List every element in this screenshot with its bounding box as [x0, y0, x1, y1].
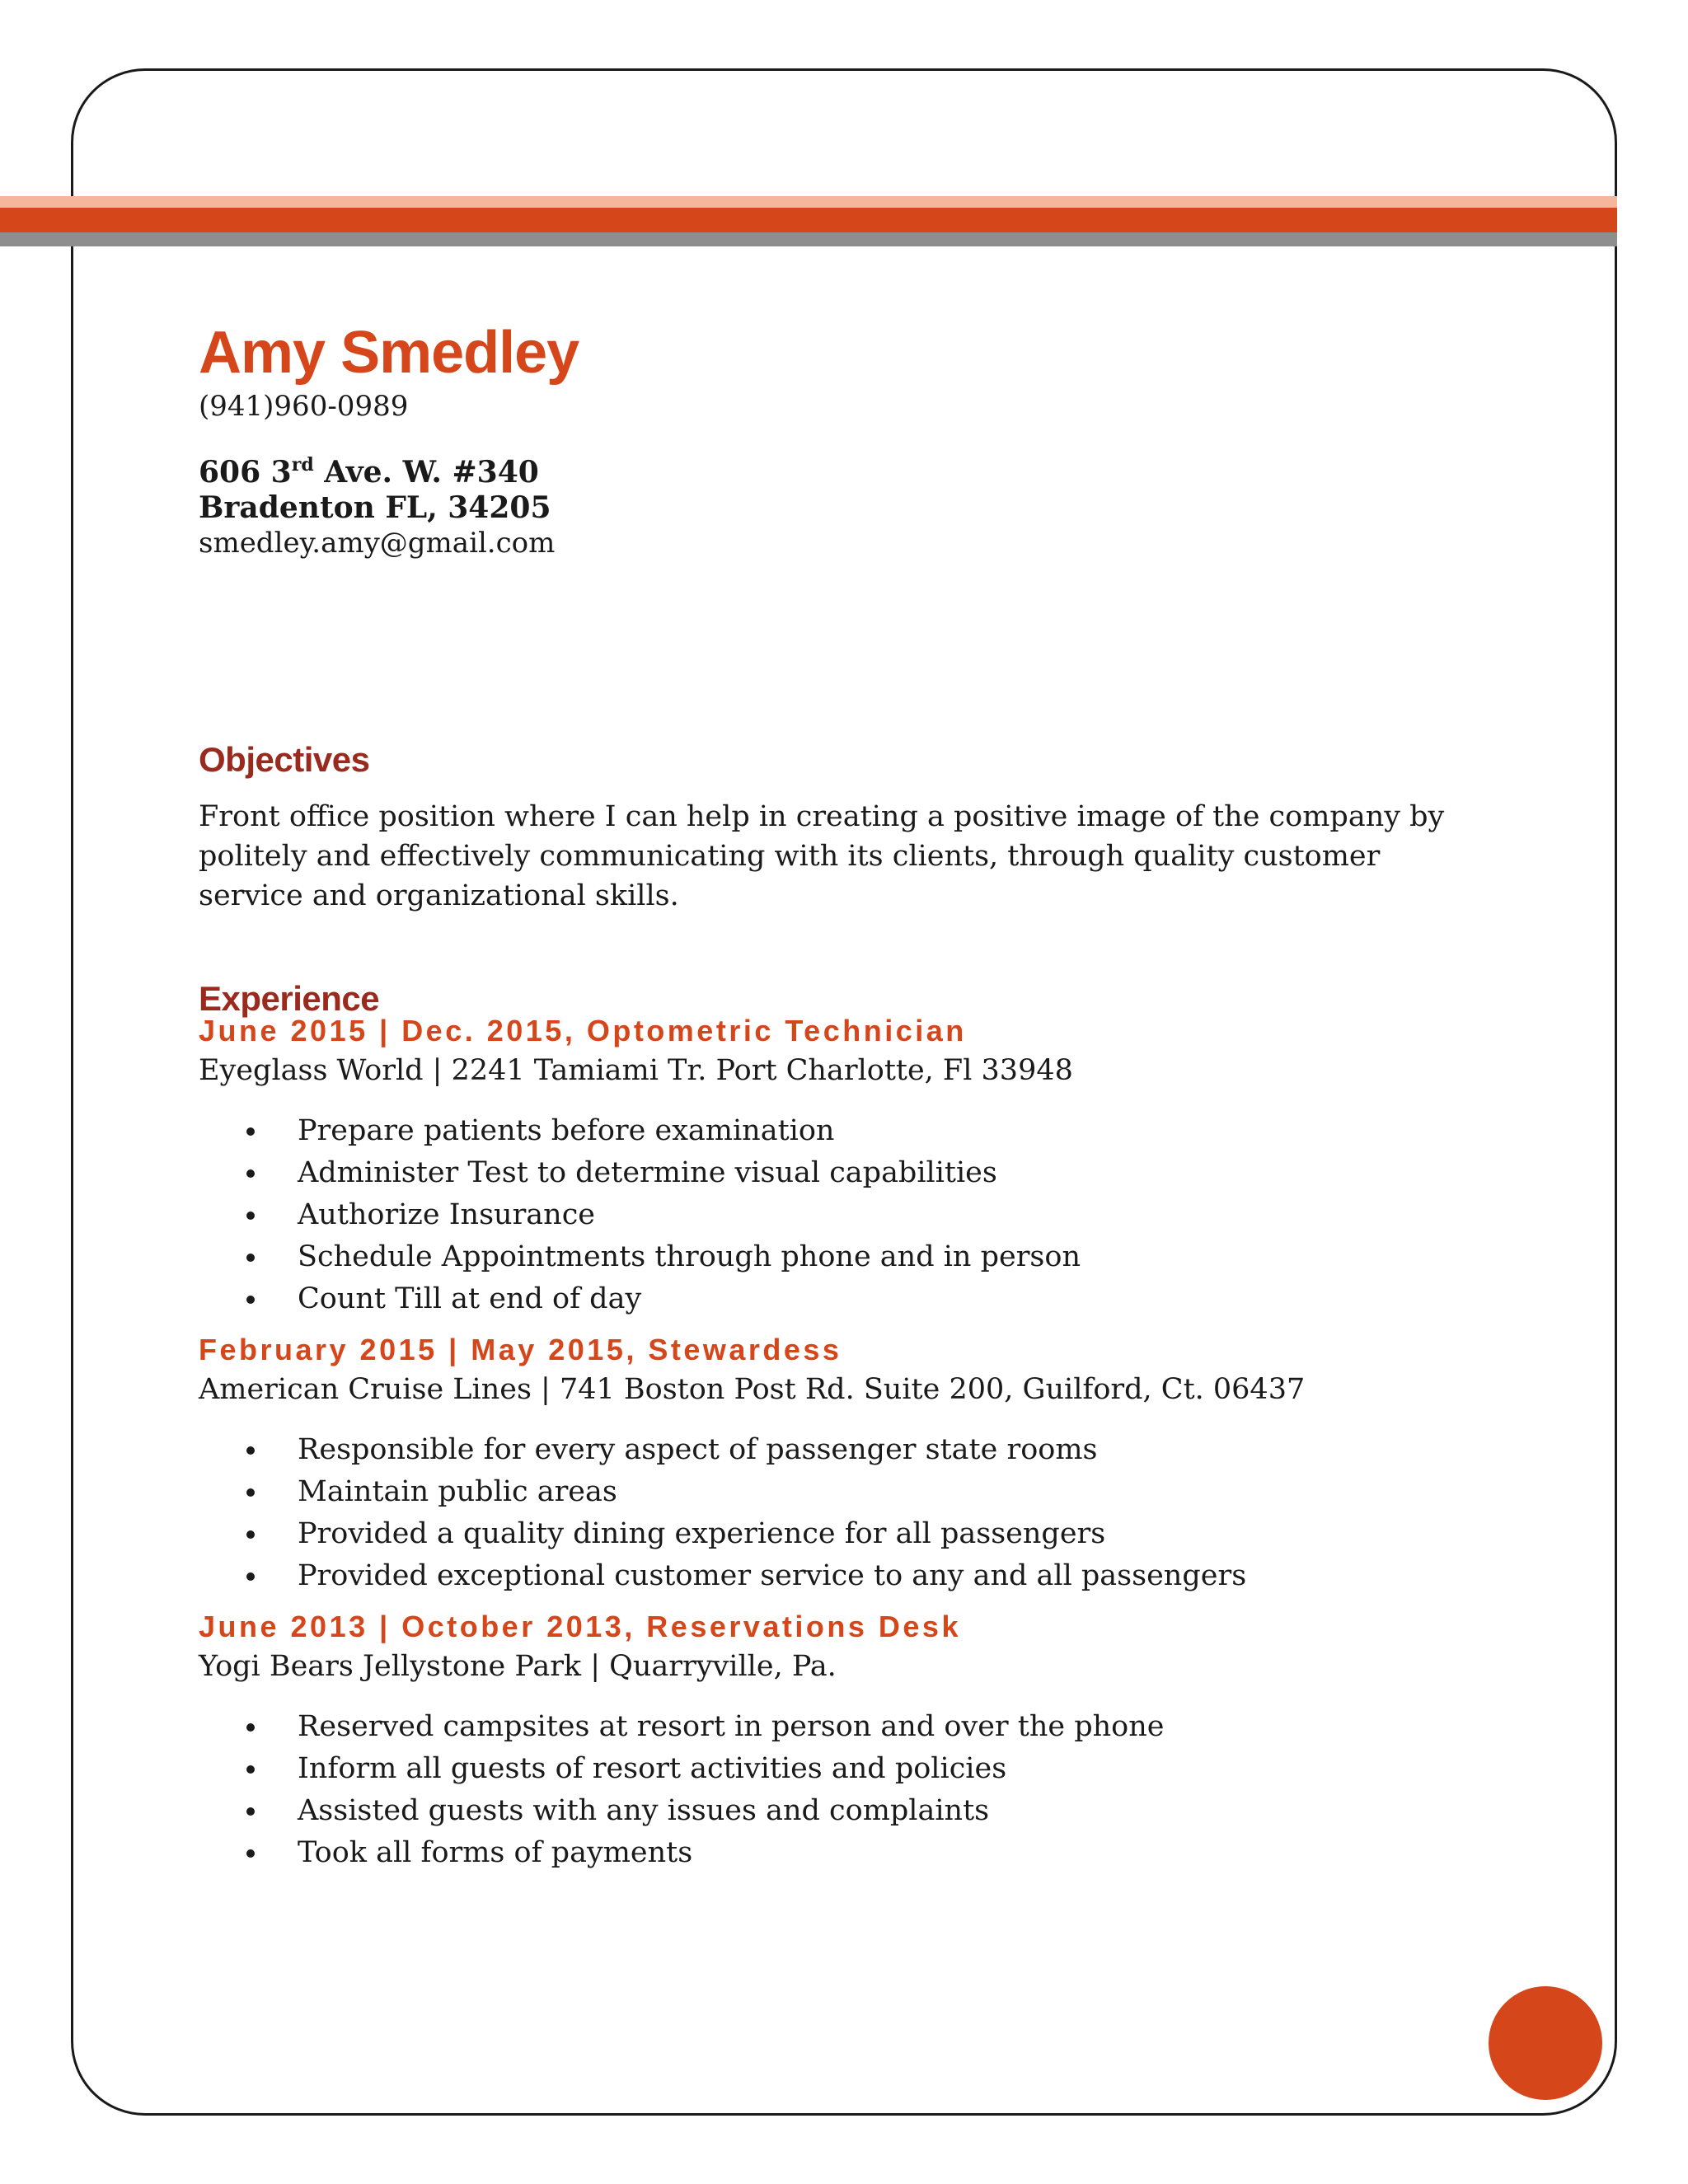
address-street-number: 606 3 — [199, 455, 292, 490]
duty-text: Provided exceptional customer service to any and all passengers — [298, 1559, 1247, 1592]
bullet-icon — [246, 1572, 255, 1581]
job-location: American Cruise Lines | 741 Boston Post Rd. Suite 200, Guilford, Ct. 06437 — [199, 1373, 1306, 1406]
duty-item — [199, 1513, 1517, 1555]
email-address: smedley.amy@gmail.com — [199, 527, 556, 560]
job-heading: June 2013 | October 2013, Reservations Desk — [199, 1610, 961, 1643]
decorative-circle — [1489, 1986, 1602, 2100]
bullet-icon — [246, 1127, 255, 1136]
job-entry — [199, 1016, 1517, 1320]
bullet-icon — [246, 1488, 255, 1497]
duty-text: Authorize Insurance — [298, 1198, 596, 1231]
bullet-icon — [246, 1530, 255, 1539]
duty-item — [199, 1429, 1517, 1471]
job-entry — [199, 1335, 1517, 1597]
bullet-icon — [246, 1765, 255, 1774]
job-heading: February 2015 | May 2015, Stewardess — [199, 1333, 842, 1366]
duty-list — [199, 1110, 1517, 1320]
bullet-icon — [246, 1212, 255, 1220]
address-ordinal-suffix: rd — [291, 454, 314, 476]
duty-text: Count Till at end of day — [298, 1282, 642, 1315]
duty-item — [199, 1790, 1517, 1832]
duty-item — [199, 1236, 1517, 1278]
bullet-icon — [246, 1723, 255, 1732]
duty-text: Prepare patients before examination — [298, 1114, 835, 1147]
duty-text: Maintain public areas — [298, 1475, 617, 1508]
duty-text: Schedule Appointments through phone and in person — [298, 1240, 1081, 1273]
bullet-icon — [246, 1446, 255, 1455]
header-stripe-gray — [0, 232, 1617, 246]
bullet-icon — [246, 1254, 255, 1262]
duty-item — [199, 1706, 1517, 1748]
duty-text: Provided a quality dining experience for all passengers — [298, 1517, 1106, 1550]
duty-list — [199, 1429, 1517, 1597]
duty-text: Reserved campsites at resort in person and over the phone — [298, 1710, 1165, 1743]
duty-item — [199, 1278, 1517, 1320]
objectives-text: Front office position where I can help in creating a positive image of the company by politely and effectively communicating with its clients, through quality customer service and organizational skills. — [199, 800, 1445, 912]
resume-content — [199, 320, 1517, 1874]
objectives-heading: Objectives — [199, 740, 370, 779]
duty-text: Assisted guests with any issues and complaints — [298, 1794, 990, 1827]
header-stripe-light — [0, 196, 1617, 208]
candidate-name: Amy Smedley — [199, 320, 579, 386]
duty-item — [199, 1555, 1517, 1597]
bullet-icon — [246, 1296, 255, 1304]
job-entry — [199, 1612, 1517, 1874]
address-line-1 — [199, 455, 1517, 490]
address-block — [199, 455, 1517, 526]
header-stripe-accent — [0, 208, 1617, 232]
duty-item — [199, 1471, 1517, 1513]
address-street-rest: Ave. W. #340 — [313, 455, 539, 490]
duty-text: Administer Test to determine visual capabilities — [298, 1156, 997, 1189]
duty-item — [199, 1748, 1517, 1790]
bullet-icon — [246, 1807, 255, 1816]
duty-text: Inform all guests of resort activities and policies — [298, 1752, 1007, 1785]
bullet-icon — [246, 1849, 255, 1858]
duty-item — [199, 1152, 1517, 1194]
duty-item — [199, 1194, 1517, 1236]
job-location: Eyeglass World | 2241 Tamiami Tr. Port Charlotte, Fl 33948 — [199, 1054, 1073, 1087]
job-location: Yogi Bears Jellystone Park | Quarryville, Pa. — [199, 1650, 837, 1683]
duty-item — [199, 1110, 1517, 1152]
duty-text: Responsible for every aspect of passenger state rooms — [298, 1433, 1098, 1466]
experience-heading: Experience — [199, 979, 380, 1018]
duty-list — [199, 1706, 1517, 1874]
duty-text: Took all forms of payments — [298, 1836, 693, 1869]
address-line-2: Bradenton FL, 34205 — [199, 490, 551, 525]
duty-item — [199, 1832, 1517, 1874]
phone-number: (941)960-0989 — [199, 390, 409, 423]
bullet-icon — [246, 1169, 255, 1178]
job-heading: June 2015 | Dec. 2015, Optometric Technician — [199, 1014, 967, 1047]
